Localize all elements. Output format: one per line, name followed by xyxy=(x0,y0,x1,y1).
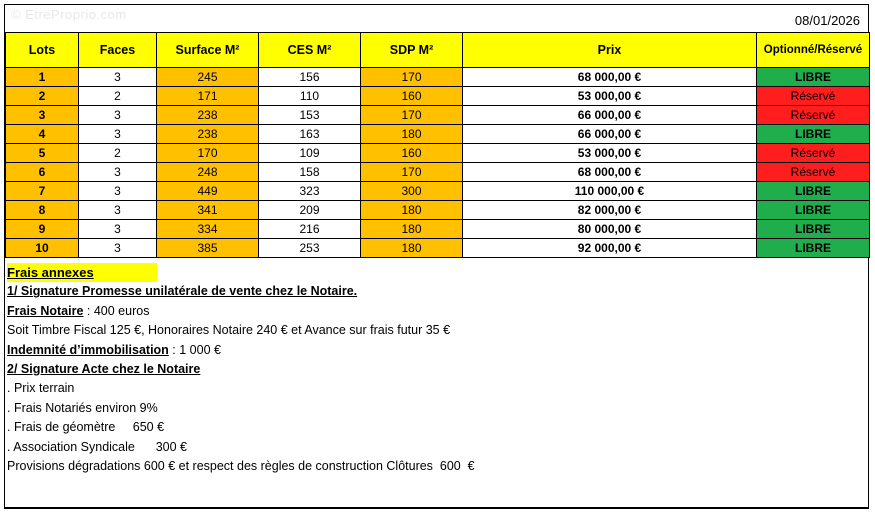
sdp-cell: 170 xyxy=(361,106,463,125)
sdp-cell: 170 xyxy=(361,163,463,182)
list-item: . Prix terrain xyxy=(7,381,75,396)
indemnite-label: Indemnité d’immobilisation xyxy=(7,342,169,357)
surface-cell: 341 xyxy=(157,201,259,220)
surface-cell: 334 xyxy=(157,220,259,239)
step2-title: 2/ Signature Acte chez le Notaire xyxy=(7,361,201,376)
list-item: . Frais de géomètre 650 € xyxy=(7,420,165,435)
lot-cell: 6 xyxy=(6,163,79,182)
surface-cell: 449 xyxy=(157,182,259,201)
faces-cell: 3 xyxy=(79,68,157,87)
faces-cell: 2 xyxy=(79,144,157,163)
status-badge: LIBRE xyxy=(757,239,870,258)
header-surface: Surface M² xyxy=(157,33,259,68)
sdp-cell: 160 xyxy=(361,144,463,163)
faces-cell: 3 xyxy=(79,182,157,201)
table-row xyxy=(6,182,870,201)
lots-table xyxy=(5,32,870,258)
sdp-cell: 160 xyxy=(361,87,463,106)
lot-cell: 7 xyxy=(6,182,79,201)
status-badge: LIBRE xyxy=(757,220,870,239)
lot-cell: 9 xyxy=(6,220,79,239)
prix-cell: 80 000,00 € xyxy=(463,220,757,239)
ces-cell: 209 xyxy=(259,201,361,220)
faces-cell: 3 xyxy=(79,125,157,144)
surface-cell: 170 xyxy=(157,144,259,163)
table-row xyxy=(6,163,870,182)
faces-cell: 3 xyxy=(79,220,157,239)
ces-cell: 109 xyxy=(259,144,361,163)
sdp-cell: 170 xyxy=(361,68,463,87)
table-header-row xyxy=(6,33,870,68)
table-row xyxy=(6,239,870,258)
list-item: . Frais Notariés environ 9% xyxy=(7,400,158,415)
status-badge: Réservé xyxy=(757,163,870,182)
frais-notaire-value: : 400 euros xyxy=(83,303,150,318)
prix-cell: 68 000,00 € xyxy=(463,68,757,87)
surface-cell: 238 xyxy=(157,106,259,125)
step1-title: 1/ Signature Promesse unilatérale de vente chez le Notaire. xyxy=(7,284,358,299)
header-prix: Prix xyxy=(463,33,757,68)
status-badge: LIBRE xyxy=(757,125,870,144)
prix-cell: 110 000,00 € xyxy=(463,182,757,201)
surface-cell: 385 xyxy=(157,239,259,258)
lot-cell: 10 xyxy=(6,239,79,258)
surface-cell: 238 xyxy=(157,125,259,144)
prix-cell: 82 000,00 € xyxy=(463,201,757,220)
table-row xyxy=(6,87,870,106)
header-ces: CES M² xyxy=(259,33,361,68)
table-row xyxy=(6,220,870,239)
surface-cell: 245 xyxy=(157,68,259,87)
header-sdp: SDP M² xyxy=(361,33,463,68)
table-row xyxy=(6,106,870,125)
surface-cell: 248 xyxy=(157,163,259,182)
prix-cell: 53 000,00 € xyxy=(463,87,757,106)
faces-cell: 3 xyxy=(79,201,157,220)
ces-cell: 253 xyxy=(259,239,361,258)
prix-cell: 53 000,00 € xyxy=(463,144,757,163)
lot-cell: 1 xyxy=(6,68,79,87)
sdp-cell: 180 xyxy=(361,220,463,239)
ces-cell: 323 xyxy=(259,182,361,201)
status-badge: LIBRE xyxy=(757,182,870,201)
ces-cell: 163 xyxy=(259,125,361,144)
status-badge: LIBRE xyxy=(757,201,870,220)
detail-line: Soit Timbre Fiscal 125 €, Honoraires Notaire 240 € et Avance sur frais futur 35 € xyxy=(7,323,451,338)
header-lots: Lots xyxy=(6,33,79,68)
watermark: © EtreProprio.com xyxy=(11,7,127,22)
document-date: 08/01/2026 xyxy=(794,13,860,28)
indemnite-value: : 1 000 € xyxy=(168,342,221,357)
list-item: . Association Syndicale 300 € xyxy=(7,439,187,454)
ces-cell: 153 xyxy=(259,106,361,125)
sdp-cell: 180 xyxy=(361,239,463,258)
surface-cell: 171 xyxy=(157,87,259,106)
sdp-cell: 300 xyxy=(361,182,463,201)
prix-cell: 66 000,00 € xyxy=(463,106,757,125)
frais-notaire-label: Frais Notaire xyxy=(7,303,84,318)
table-row xyxy=(6,125,870,144)
lot-cell: 3 xyxy=(6,106,79,125)
lot-cell: 2 xyxy=(6,87,79,106)
table-row xyxy=(6,144,870,163)
notes-section xyxy=(7,263,867,476)
status-badge: Réservé xyxy=(757,144,870,163)
faces-cell: 3 xyxy=(79,239,157,258)
provisions-line: Provisions dégradations 600 € et respect des règles de construction Clôtures 600 € xyxy=(7,458,475,473)
status-badge: Réservé xyxy=(757,87,870,106)
frais-annexes-heading: Frais annexes xyxy=(7,263,157,282)
sdp-cell: 180 xyxy=(361,125,463,144)
header-statut: Optionné/Réservé xyxy=(757,33,870,68)
faces-cell: 3 xyxy=(79,106,157,125)
ces-cell: 110 xyxy=(259,87,361,106)
prix-cell: 92 000,00 € xyxy=(463,239,757,258)
ces-cell: 216 xyxy=(259,220,361,239)
ces-cell: 158 xyxy=(259,163,361,182)
document-frame xyxy=(4,4,869,509)
sdp-cell: 180 xyxy=(361,201,463,220)
prix-cell: 66 000,00 € xyxy=(463,125,757,144)
status-badge: LIBRE xyxy=(757,68,870,87)
header-faces: Faces xyxy=(79,33,157,68)
ces-cell: 156 xyxy=(259,68,361,87)
status-badge: Réservé xyxy=(757,106,870,125)
faces-cell: 3 xyxy=(79,163,157,182)
table-row xyxy=(6,201,870,220)
lot-cell: 8 xyxy=(6,201,79,220)
prix-cell: 68 000,00 € xyxy=(463,163,757,182)
lot-cell: 5 xyxy=(6,144,79,163)
table-row xyxy=(6,68,870,87)
lot-cell: 4 xyxy=(6,125,79,144)
faces-cell: 2 xyxy=(79,87,157,106)
